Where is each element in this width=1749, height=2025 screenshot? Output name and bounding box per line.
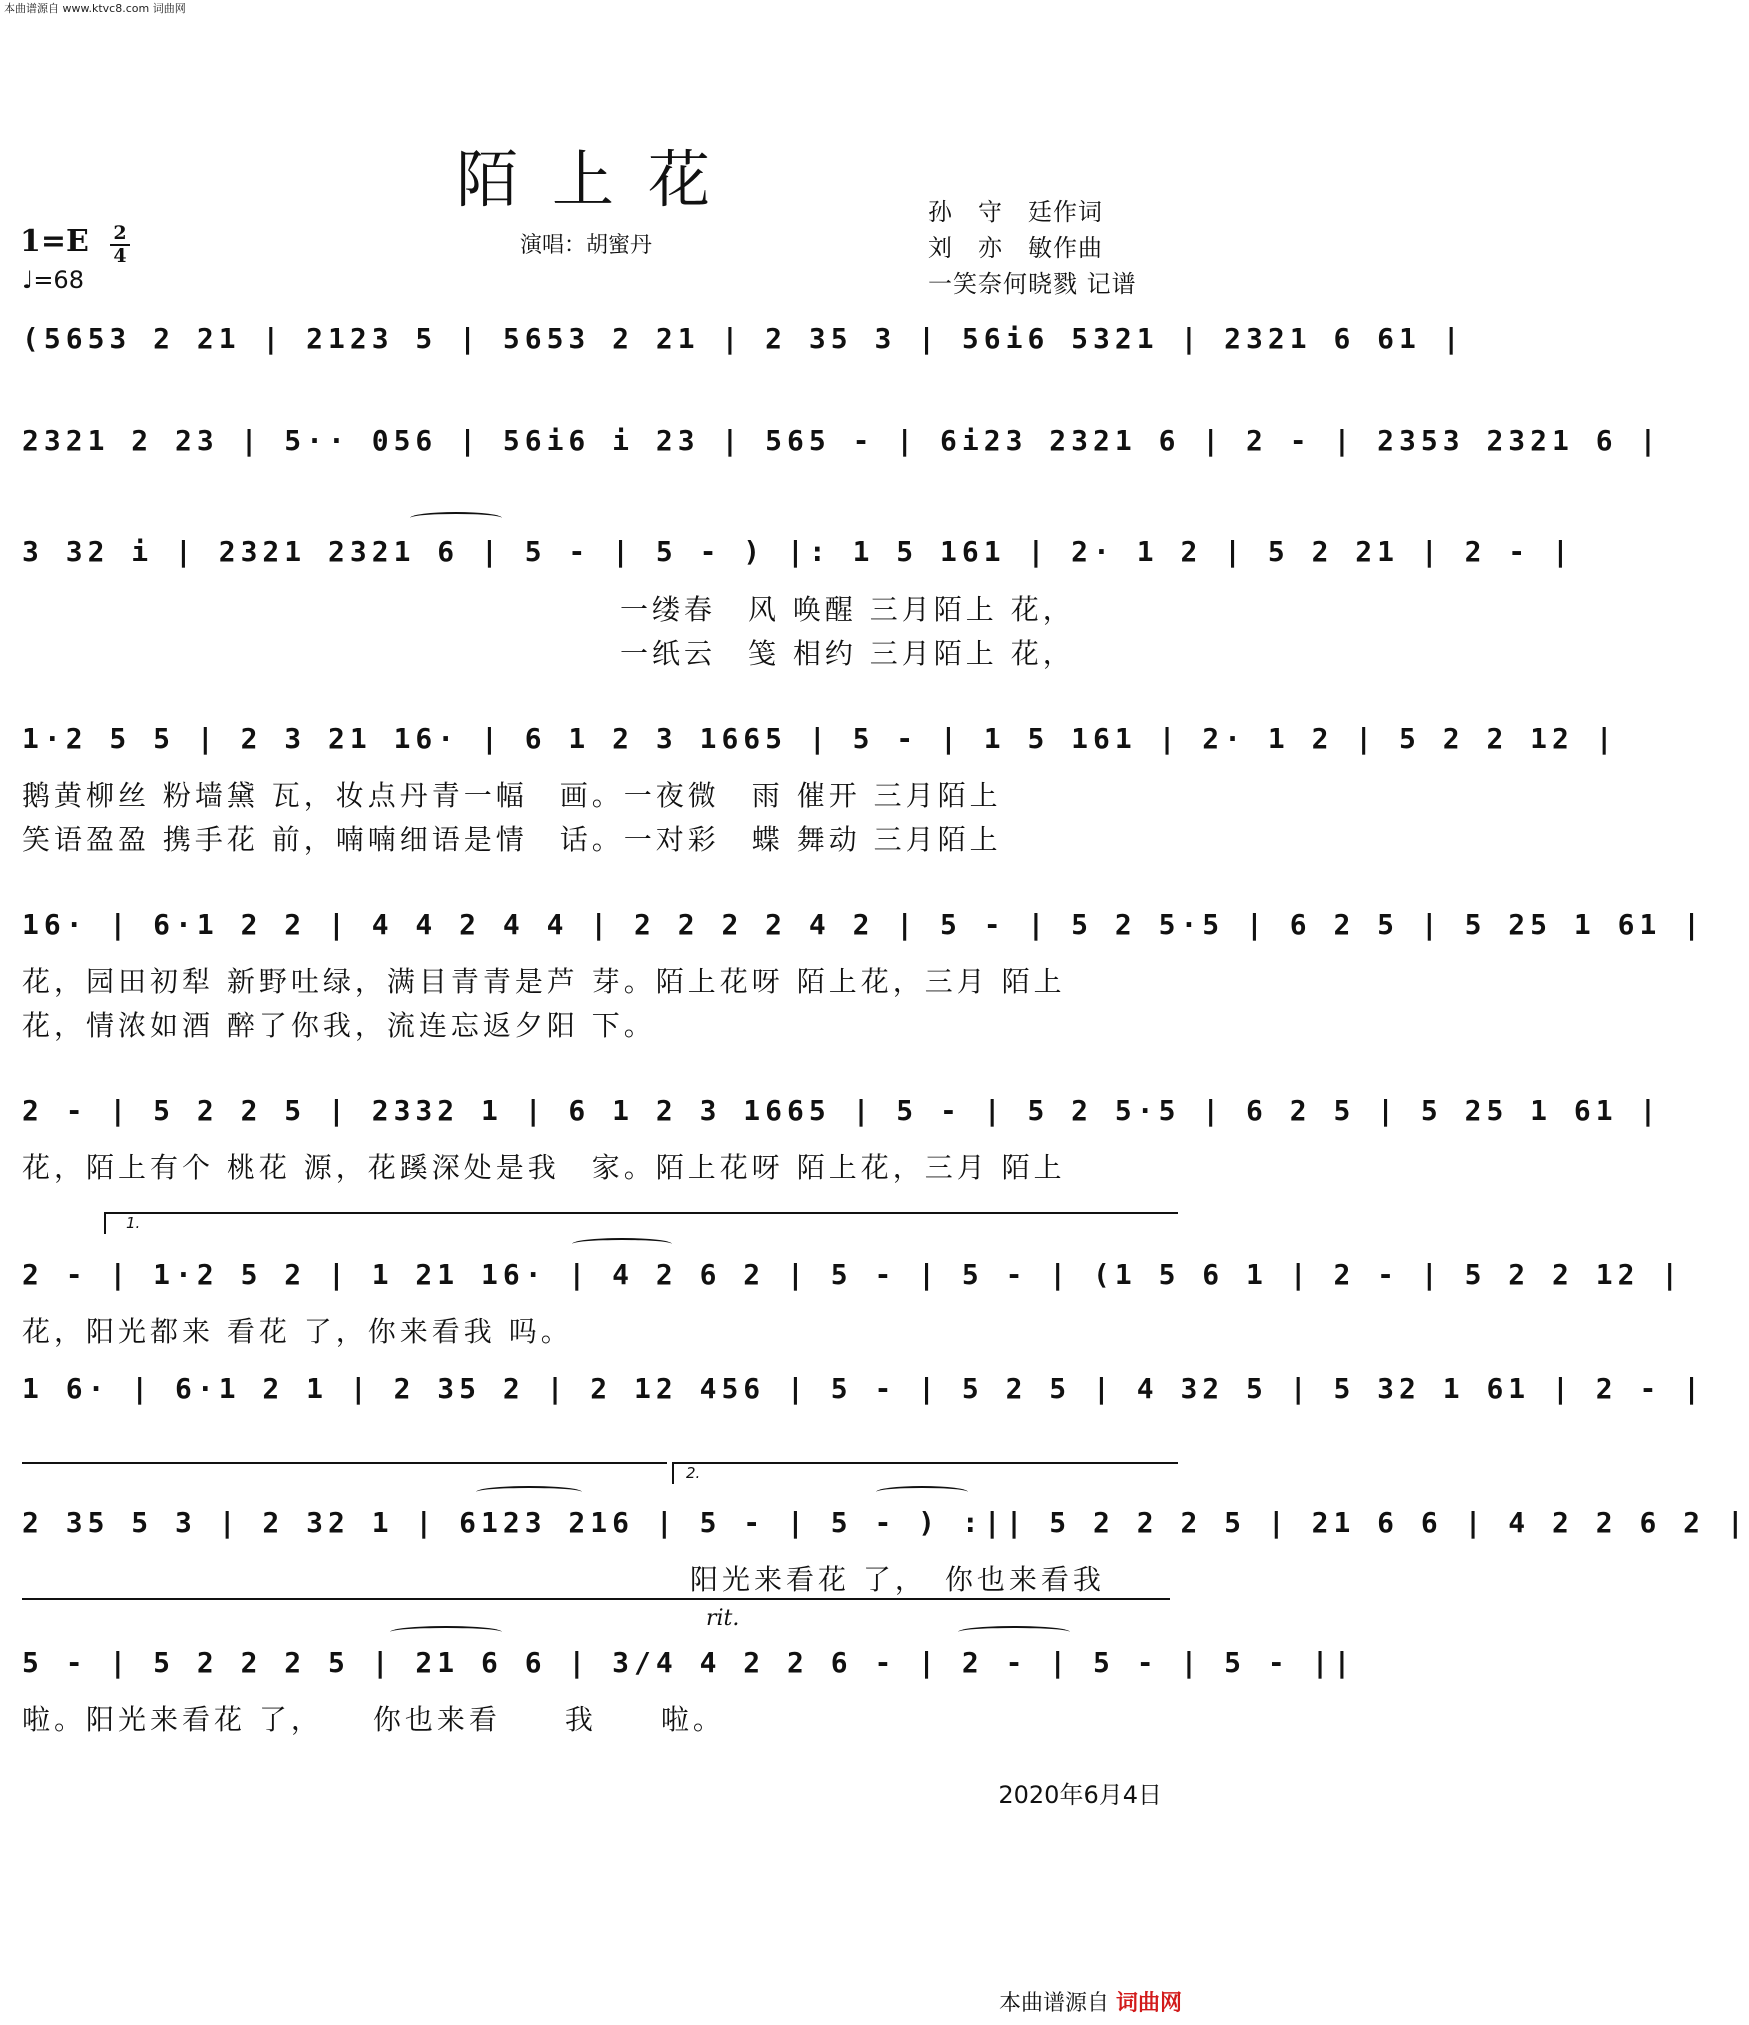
score-row-5: 16· | 6·1 2 2 | 4 4 2 4 4 | 2 2 2 2 4 2 | 5 - | 5 2 5·5 | 6 2 5 | 5 25 1 61 |	[22, 908, 1706, 941]
time-signature-top: 2	[113, 222, 127, 244]
volta-1-bracket	[104, 1212, 1178, 1234]
lyric-row-3-verse-2: 一纸云 笺 相约 三月陌上 花，	[620, 637, 1075, 670]
lyric-row-10-verse-1: 啦。阳光来看花 了， 你也来看 我 啦。	[22, 1703, 725, 1736]
slur	[572, 1238, 672, 1250]
song-title: 陌上花	[455, 143, 744, 216]
lyric-row-5-verse-1: 花，园田初犁 新野吐绿，满目青青是芦 芽。陌上花呀 陌上花，三月 陌上	[22, 965, 1066, 998]
lyric-row-5-verse-2: 花，情浓如酒 醉了你我，流连忘返夕阳 下。	[22, 1009, 656, 1042]
score-row-8: 1 6· | 6·1 2 1 | 2 35 2 | 2 12 456 | 5 - | 5 2 5 | 4 32 5 | 5 32 1 61 | 2 - |	[22, 1372, 1706, 1405]
slur	[958, 1626, 1070, 1638]
score-row-6: 2 - | 5 2 2 5 | 2332 1 | 6 1 2 3 1665 | 5 - | 5 2 5·5 | 6 2 5 | 5 25 1 61 |	[22, 1094, 1662, 1127]
lyric-row-7-verse-1: 花，阳光都来 看花 了，你来看我 吗。	[22, 1315, 573, 1348]
lyric-row-9-verse-1: 阳光来看花 了， 你也来看我	[690, 1563, 1105, 1596]
score-row-2: 2321 2 23 | 5·· 056 | 56i6 i 23 | 565 - | 6i23 2321 6 | 2 - | 2353 2321 6 |	[22, 424, 1662, 457]
score-row-7: 2 - | 1·2 5 2 | 1 21 16· | 4 2 6 2 | 5 - | 5 - | (1 5 6 1 | 2 - | 5 2 2 12 |	[22, 1258, 1684, 1291]
singer-credit: 演唱：胡蜜丹	[520, 233, 653, 258]
composer-credit: 刘 亦 敏作曲	[928, 234, 1103, 262]
score-row-4: 1·2 5 5 | 2 3 21 16· | 6 1 2 3 1665 | 5 - | 1 5 161 | 2· 1 2 | 5 2 2 12 |	[22, 722, 1618, 755]
volta-2-continuation	[22, 1598, 1170, 1600]
ritardando-marking: rit.	[706, 1606, 740, 1631]
time-signature-bottom: 4	[113, 245, 127, 267]
score-row-9: 2 35 5 3 | 2 32 1 | 6123 216 | 5 - | 5 - ) :|| 5 2 2 2 5 | 21 6 6 | 4 2 2 6 2 |	[22, 1506, 1749, 1539]
lyricist-credit: 孙 守 廷作词	[928, 198, 1103, 226]
time-signature	[110, 224, 130, 266]
score-row-10: 5 - | 5 2 2 2 5 | 21 6 6 | 3/4 4 2 2 6 - | 2 - | 5 - | 5 - ||	[22, 1646, 1356, 1679]
score-row-3: 3 32 i | 2321 2321 6 | 5 - | 5 - ) |: 1 5 161 | 2· 1 2 | 5 2 21 | 2 - |	[22, 535, 1574, 568]
slur	[876, 1486, 968, 1498]
slur	[390, 1626, 502, 1638]
transcriber-credit: 一笑奈何晓戮 记谱	[928, 270, 1137, 298]
volta-2-bracket	[672, 1462, 1178, 1484]
lyric-row-6-verse-1: 花，陌上有个 桃花 源，花蹊深处是我 家。陌上花呀 陌上花，三月 陌上	[22, 1151, 1066, 1184]
volta-1-continuation	[22, 1462, 667, 1464]
lyric-row-3-verse-1: 一缕春 风 唤醒 三月陌上 花，	[620, 593, 1075, 626]
volta-2-number: 2.	[686, 1464, 701, 1482]
volta-1-number: 1.	[126, 1214, 141, 1232]
top-watermark: 本曲谱源自 www.ktvc8.com 词曲网	[4, 2, 186, 15]
bottom-watermark	[999, 1986, 1182, 2017]
key-signature: 1=E	[20, 224, 89, 259]
bottom-watermark-text: 本曲谱源自	[998, 1991, 1109, 2016]
slur	[410, 512, 502, 524]
lyric-row-4-verse-2: 笑语盈盈 携手花 前，喃喃细语是情 话。一对彩 蝶 舞动 三月陌上	[22, 823, 1002, 856]
date-stamp: 2020年6月4日	[998, 1781, 1162, 1809]
lyric-row-4-verse-1: 鹅黄柳丝 粉墙黛 瓦，妆点丹青一幅 画。一夜微 雨 催开 三月陌上	[22, 779, 1002, 812]
score-row-1: (5653 2 21 | 2123 5 | 5653 2 21 | 2 35 3 | 56i6 5321 | 2321 6 61 |	[22, 322, 1465, 355]
tempo-marking: ♩=68	[22, 266, 84, 294]
bottom-watermark-site: 词曲网	[1115, 1991, 1182, 2016]
slur	[476, 1486, 582, 1498]
